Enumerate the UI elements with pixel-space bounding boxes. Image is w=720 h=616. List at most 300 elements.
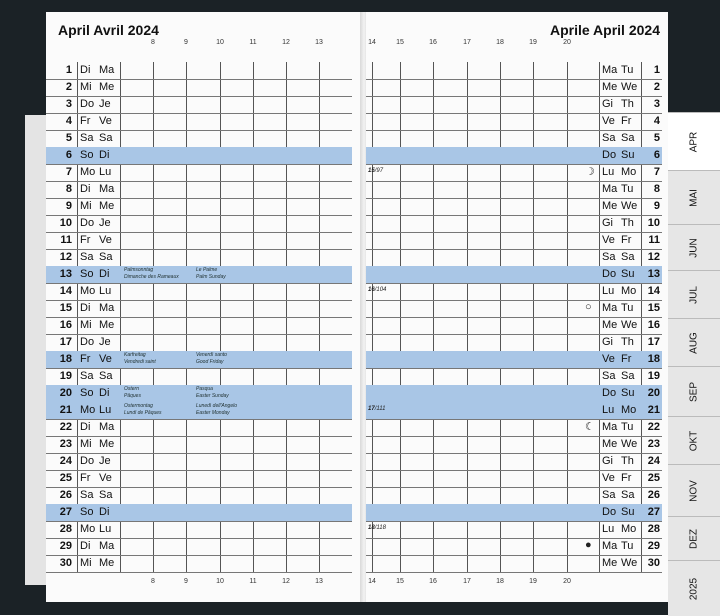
day-number: 25 xyxy=(59,472,72,484)
left-page xyxy=(46,12,362,602)
day-row-right xyxy=(366,249,662,267)
day-row-left xyxy=(46,521,352,539)
day-number: 4 xyxy=(65,115,72,127)
holiday-note: Palmsonntag xyxy=(124,267,154,273)
day-number: 7 xyxy=(65,166,72,178)
weekday-de: Di xyxy=(80,64,91,76)
day-number: 1 xyxy=(653,64,660,76)
weekday-fr: Sa xyxy=(99,251,113,263)
hour-label: 16 xyxy=(429,578,437,585)
hour-label: 19 xyxy=(529,39,537,46)
weekday-de: Fr xyxy=(80,472,91,484)
day-row-left xyxy=(46,113,352,131)
weekday-it: Gi xyxy=(602,98,613,110)
month-tab-label: AUG xyxy=(688,332,700,354)
moon-phase-icon: ● xyxy=(585,539,592,551)
day-number: 30 xyxy=(647,557,660,569)
weekday-it: Ve xyxy=(602,115,615,127)
hour-scale-bottom-right xyxy=(366,578,668,590)
weekday-it: Me xyxy=(602,319,618,331)
hour-label: 13 xyxy=(315,578,323,585)
holiday-note: Karfreitag xyxy=(124,352,146,358)
hour-label: 13 xyxy=(315,39,323,46)
day-row-right xyxy=(366,402,662,420)
weekday-de: Mi xyxy=(80,438,92,450)
week-number-bold: 16 xyxy=(368,287,375,293)
month-tab-label: APR xyxy=(688,131,700,153)
hour-label: 11 xyxy=(249,578,257,585)
weekday-de: Mo xyxy=(80,404,96,416)
day-number: 4 xyxy=(653,115,660,127)
weekday-it: Me xyxy=(602,200,618,212)
hour-scale-top-left xyxy=(46,39,362,51)
day-row-right xyxy=(366,266,662,284)
month-tab[interactable] xyxy=(668,224,720,271)
day-number: 29 xyxy=(647,540,660,552)
month-tab-label: JUL xyxy=(688,286,700,304)
day-row-left xyxy=(46,283,352,301)
holiday-note: Lundi de Pâques xyxy=(124,410,162,416)
weekday-en: Sa xyxy=(621,489,635,501)
weekday-fr: Je xyxy=(99,455,111,467)
hour-label: 16 xyxy=(429,39,437,46)
weekday-fr: Ve xyxy=(99,353,112,365)
day-number: 9 xyxy=(653,200,660,212)
day-number: 21 xyxy=(59,404,72,416)
month-tab[interactable] xyxy=(668,318,720,367)
hour-label: 11 xyxy=(249,39,257,46)
day-number: 11 xyxy=(60,234,72,246)
weekday-en: Sa xyxy=(621,251,635,263)
weekday-it: Ma xyxy=(602,540,618,552)
day-number: 2 xyxy=(65,81,72,93)
weekday-fr: Me xyxy=(99,557,115,569)
hour-label: 9 xyxy=(184,578,188,585)
day-number: 27 xyxy=(59,506,72,518)
hour-label: 18 xyxy=(496,578,504,585)
day-row-right xyxy=(366,300,662,318)
day-row-left xyxy=(46,402,352,420)
day-row-left xyxy=(46,266,352,284)
weekday-fr: Ma xyxy=(99,540,115,552)
day-row-left xyxy=(46,130,352,148)
day-row-left xyxy=(46,555,352,573)
day-row-right xyxy=(366,181,662,199)
weekday-en: Tu xyxy=(621,183,634,195)
day-number: 6 xyxy=(65,149,72,161)
weekday-de: Sa xyxy=(80,132,94,144)
day-row-right xyxy=(366,130,662,148)
day-number: 16 xyxy=(59,319,72,331)
day-row-left xyxy=(46,317,352,335)
weekday-de: Mo xyxy=(80,523,96,535)
weekday-de: Fr xyxy=(80,234,91,246)
month-tab[interactable] xyxy=(668,112,720,171)
weekday-en: We xyxy=(621,557,638,569)
holiday-note: Ostern xyxy=(124,386,140,392)
weekday-it: Ve xyxy=(602,234,615,246)
weekday-en: Mo xyxy=(621,166,637,178)
day-number: 9 xyxy=(65,200,72,212)
weekday-fr: Di xyxy=(99,506,110,518)
holiday-note: Lunedì dell'Angelo xyxy=(196,403,237,409)
hour-label: 8 xyxy=(151,578,155,585)
day-row-right xyxy=(366,470,662,488)
day-number: 23 xyxy=(59,438,72,450)
holiday-note: Good Friday xyxy=(196,359,224,365)
month-tab-label: SEP xyxy=(688,381,700,403)
weekday-de: So xyxy=(80,149,94,161)
cover-flap xyxy=(25,115,47,585)
month-tab-label: NOV xyxy=(688,480,700,502)
weekday-en: Mo xyxy=(621,523,637,535)
day-row-right xyxy=(366,232,662,250)
day-of-year: /118 xyxy=(374,525,386,531)
day-row-left xyxy=(46,62,352,80)
day-row-right xyxy=(366,96,662,114)
weekday-it: Gi xyxy=(602,455,613,467)
day-number: 5 xyxy=(65,132,72,144)
day-row-left xyxy=(46,385,352,403)
weekday-en: Su xyxy=(621,268,635,280)
day-row-right xyxy=(366,419,662,437)
month-tab-label: JUN xyxy=(688,238,700,258)
day-number: 25 xyxy=(647,472,660,484)
weekday-it: Ve xyxy=(602,472,615,484)
day-row-right xyxy=(366,62,662,80)
day-number: 2 xyxy=(653,81,660,93)
weekday-it: Lu xyxy=(602,285,615,297)
day-number: 26 xyxy=(647,489,660,501)
month-tab-label: DEZ xyxy=(688,529,700,549)
weekday-fr: Di xyxy=(99,268,110,280)
day-number: 11 xyxy=(648,234,660,246)
weekday-it: Sa xyxy=(602,370,616,382)
hour-label: 14 xyxy=(368,578,376,585)
holiday-note: Palm Sunday xyxy=(196,274,226,280)
day-number: 3 xyxy=(653,98,660,110)
day-number: 27 xyxy=(647,506,660,518)
weekday-de: Mi xyxy=(80,319,92,331)
weekday-fr: Ve xyxy=(99,472,112,484)
week-number-bold: 17 xyxy=(368,406,375,412)
day-number: 23 xyxy=(647,438,660,450)
day-row-left xyxy=(46,249,352,267)
day-number: 15 xyxy=(59,302,72,314)
day-row-left xyxy=(46,351,352,369)
week-number xyxy=(368,406,385,412)
day-row-left xyxy=(46,164,352,182)
day-number: 15 xyxy=(647,302,660,314)
hour-scale-top-right xyxy=(366,39,668,51)
weekday-fr: Me xyxy=(99,81,115,93)
weekday-it: Sa xyxy=(602,251,616,263)
weekday-en: Su xyxy=(621,149,635,161)
weekday-it: Lu xyxy=(602,523,615,535)
right-page xyxy=(366,12,668,602)
week-number xyxy=(368,168,383,174)
weekday-it: Ma xyxy=(602,421,618,433)
weekday-it: Do xyxy=(602,149,617,161)
week-number-bold: 15 xyxy=(368,168,375,174)
weekday-de: Di xyxy=(80,421,91,433)
holiday-note: Venerdì santo xyxy=(196,352,227,358)
week-number-bold: 18 xyxy=(368,525,375,531)
weekday-en: We xyxy=(621,438,638,450)
moon-phase-icon: ☽ xyxy=(585,166,595,178)
weekday-en: Sa xyxy=(621,132,635,144)
day-number: 16 xyxy=(647,319,660,331)
day-of-year: /111 xyxy=(374,406,386,412)
weekday-fr: Ma xyxy=(99,421,115,433)
right-page-title: Aprile April 2024 xyxy=(550,22,660,38)
weekday-fr: Ma xyxy=(99,302,115,314)
day-number: 6 xyxy=(653,149,660,161)
weekday-en: We xyxy=(621,319,638,331)
day-number: 24 xyxy=(647,455,660,467)
weekday-de: Mi xyxy=(80,200,92,212)
day-number: 3 xyxy=(65,98,72,110)
weekday-fr: Lu xyxy=(99,166,112,178)
holiday-note: Dimanche des Rameaux xyxy=(124,274,179,280)
day-number: 14 xyxy=(59,285,72,297)
weekday-de: Mo xyxy=(80,166,96,178)
week-number xyxy=(368,525,386,531)
weekday-it: Do xyxy=(602,506,617,518)
day-number: 18 xyxy=(647,353,660,365)
day-number: 13 xyxy=(647,268,660,280)
weekday-fr: Ve xyxy=(99,234,112,246)
holiday-note: Le Palme xyxy=(196,267,218,273)
hour-label: 10 xyxy=(216,39,224,46)
day-row-right xyxy=(366,504,662,522)
day-number: 21 xyxy=(647,404,660,416)
weekday-fr: Je xyxy=(99,217,111,229)
weekday-de: Di xyxy=(80,302,91,314)
weekday-en: Th xyxy=(621,217,634,229)
day-row-right xyxy=(366,198,662,216)
weekday-fr: Di xyxy=(99,387,110,399)
weekday-de: Mo xyxy=(80,285,96,297)
month-tab[interactable] xyxy=(668,560,720,616)
weekday-en: Su xyxy=(621,387,635,399)
weekday-de: So xyxy=(80,387,94,399)
weekday-it: Sa xyxy=(602,132,616,144)
weekday-en: Fr xyxy=(621,472,632,484)
weekday-en: Tu xyxy=(621,302,634,314)
weekday-en: Fr xyxy=(621,353,632,365)
day-of-year: /97 xyxy=(374,168,384,174)
hour-label: 18 xyxy=(496,39,504,46)
day-row-left xyxy=(46,300,352,318)
day-number: 22 xyxy=(647,421,660,433)
weekday-fr: Ma xyxy=(99,64,115,76)
weekday-fr: Di xyxy=(99,149,110,161)
day-number: 5 xyxy=(653,132,660,144)
day-number: 8 xyxy=(65,183,72,195)
month-tab[interactable] xyxy=(668,366,720,417)
weekday-de: Sa xyxy=(80,251,94,263)
day-number: 24 xyxy=(59,455,72,467)
day-row-right xyxy=(366,79,662,97)
weekday-fr: Me xyxy=(99,319,115,331)
hour-label: 20 xyxy=(563,39,571,46)
weekday-en: We xyxy=(621,200,638,212)
weekday-fr: Ma xyxy=(99,183,115,195)
day-row-left xyxy=(46,453,352,471)
hour-label: 12 xyxy=(282,39,290,46)
weekday-it: Me xyxy=(602,438,618,450)
day-row-left xyxy=(46,334,352,352)
weekday-en: Th xyxy=(621,98,634,110)
day-number: 30 xyxy=(59,557,72,569)
weekday-fr: Sa xyxy=(99,132,113,144)
weekday-de: Di xyxy=(80,183,91,195)
hour-scale-bottom-left xyxy=(46,578,362,590)
day-row-right xyxy=(366,113,662,131)
weekday-it: Ma xyxy=(602,64,618,76)
hour-label: 14 xyxy=(368,39,376,46)
day-number: 12 xyxy=(647,251,660,263)
day-number: 29 xyxy=(59,540,72,552)
month-tab[interactable] xyxy=(668,416,720,465)
weekday-en: Th xyxy=(621,455,634,467)
day-row-left xyxy=(46,436,352,454)
day-row-right xyxy=(366,351,662,369)
day-row-left xyxy=(46,470,352,488)
day-of-year: /104 xyxy=(374,287,387,293)
day-row-left xyxy=(46,419,352,437)
day-number: 20 xyxy=(59,387,72,399)
hour-label: 20 xyxy=(563,578,571,585)
weekday-fr: Me xyxy=(99,200,115,212)
hour-label: 15 xyxy=(396,39,404,46)
weekday-de: Fr xyxy=(80,115,91,127)
day-row-right xyxy=(366,555,662,573)
weekday-de: So xyxy=(80,506,94,518)
day-number: 17 xyxy=(647,336,660,348)
weekday-it: Me xyxy=(602,81,618,93)
holiday-note: Pasqua xyxy=(196,386,213,392)
holiday-note: Easter Monday xyxy=(196,410,230,416)
day-number: 20 xyxy=(647,387,660,399)
day-row-right xyxy=(366,436,662,454)
hour-label: 8 xyxy=(151,39,155,46)
weekday-fr: Sa xyxy=(99,489,113,501)
weekday-en: We xyxy=(621,81,638,93)
weekday-en: Mo xyxy=(621,404,637,416)
month-tab[interactable] xyxy=(668,170,720,225)
day-number: 10 xyxy=(647,217,660,229)
weekday-de: So xyxy=(80,268,94,280)
hour-label: 17 xyxy=(463,578,471,585)
weekday-fr: Lu xyxy=(99,523,112,535)
day-number: 19 xyxy=(647,370,660,382)
weekday-en: Mo xyxy=(621,285,637,297)
weekday-it: Gi xyxy=(602,336,613,348)
day-row-right xyxy=(366,368,662,386)
weekday-fr: Je xyxy=(99,98,111,110)
weekday-en: Su xyxy=(621,506,635,518)
day-number: 28 xyxy=(59,523,72,535)
day-row-left xyxy=(46,181,352,199)
moon-phase-icon: ○ xyxy=(585,301,592,313)
day-row-right xyxy=(366,317,662,335)
weekday-de: Do xyxy=(80,217,95,229)
day-number: 17 xyxy=(59,336,72,348)
day-number: 13 xyxy=(59,268,72,280)
day-row-right xyxy=(366,521,662,539)
weekday-it: Gi xyxy=(602,217,613,229)
weekday-it: Do xyxy=(602,387,617,399)
weekday-it: Do xyxy=(602,268,617,280)
day-number: 14 xyxy=(647,285,660,297)
day-row-left xyxy=(46,487,352,505)
left-page-title: April Avril 2024 xyxy=(58,22,159,38)
weekday-fr: Me xyxy=(99,438,115,450)
weekday-it: Sa xyxy=(602,489,616,501)
holiday-note: Ostermontag xyxy=(124,403,153,409)
weekday-de: Do xyxy=(80,98,95,110)
month-tab-label: 2025 xyxy=(688,577,700,600)
weekday-en: Fr xyxy=(621,115,632,127)
weekday-de: Mi xyxy=(80,557,92,569)
month-tab-label: MAI xyxy=(688,189,700,207)
day-row-right xyxy=(366,283,662,301)
weekday-it: Lu xyxy=(602,166,615,178)
day-row-left xyxy=(46,79,352,97)
weekday-fr: Ve xyxy=(99,115,112,127)
month-tab[interactable] xyxy=(668,464,720,517)
day-number: 10 xyxy=(59,217,72,229)
hour-label: 12 xyxy=(282,578,290,585)
day-row-right xyxy=(366,487,662,505)
day-row-right xyxy=(366,453,662,471)
day-row-left xyxy=(46,504,352,522)
day-number: 19 xyxy=(59,370,72,382)
month-tab[interactable] xyxy=(668,270,720,319)
weekday-de: Sa xyxy=(80,370,94,382)
hour-label: 17 xyxy=(463,39,471,46)
hour-label: 19 xyxy=(529,578,537,585)
day-number: 28 xyxy=(647,523,660,535)
day-row-left xyxy=(46,96,352,114)
day-number: 18 xyxy=(59,353,72,365)
weekday-it: Lu xyxy=(602,404,615,416)
hour-label: 10 xyxy=(216,578,224,585)
month-tab-label: OKT xyxy=(688,430,700,452)
day-row-right xyxy=(366,147,662,165)
weekday-it: Me xyxy=(602,557,618,569)
weekday-de: Fr xyxy=(80,353,91,365)
day-row-right xyxy=(366,164,662,182)
weekday-en: Tu xyxy=(621,421,634,433)
day-row-right xyxy=(366,334,662,352)
weekday-en: Fr xyxy=(621,234,632,246)
day-number: 22 xyxy=(59,421,72,433)
weekday-de: Di xyxy=(80,540,91,552)
day-row-left xyxy=(46,215,352,233)
weekday-it: Ma xyxy=(602,183,618,195)
month-tab[interactable] xyxy=(668,516,720,561)
moon-phase-icon: ☾ xyxy=(585,421,595,433)
day-row-left xyxy=(46,147,352,165)
day-number: 8 xyxy=(653,183,660,195)
weekday-fr: Lu xyxy=(99,285,112,297)
day-number: 26 xyxy=(59,489,72,501)
weekday-en: Th xyxy=(621,336,634,348)
week-number xyxy=(368,287,386,293)
